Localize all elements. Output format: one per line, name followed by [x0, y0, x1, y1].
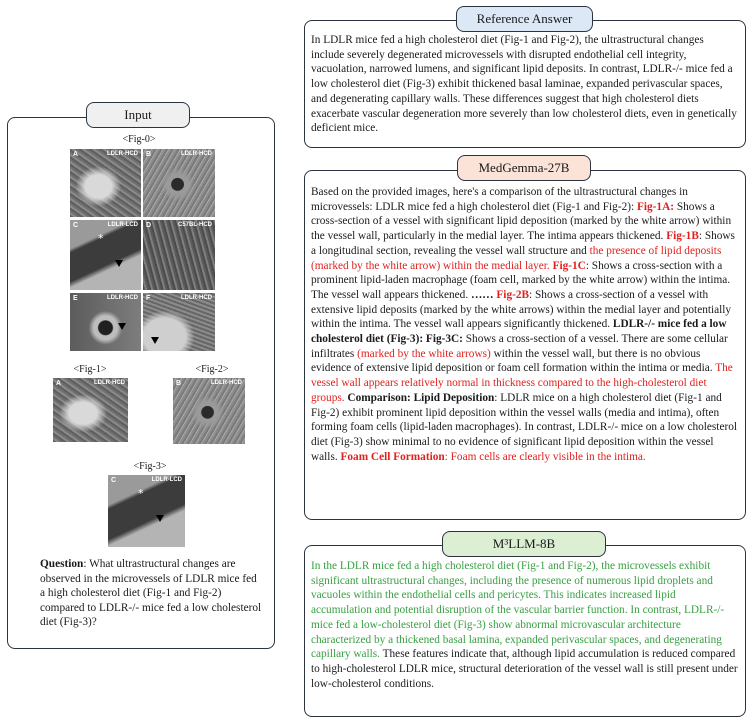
- text-span: : Shows a cross-section with a prominent lipid-laden macrophage (foam cell, marked by the white arrow) within the intima. The vessel wall appears thickened.: [311, 259, 731, 301]
- m3llm-tag: M³LLM-8B: [442, 531, 606, 557]
- text-span: within the vessel wall, but there is no obvious evidence of extensive lipid deposition or foam cell formation within the intima or media.: [311, 347, 716, 375]
- panel-title: LDLR-HCD: [211, 380, 242, 386]
- fig2b-ref: Fig-2B: [496, 288, 530, 301]
- panel-label: A: [73, 151, 79, 158]
- correct-highlight: In the LDLR mice fed a high cholesterol diet (Fig-1 and Fig-2), the microvessels exhibit significant ultrastructural changes, including the presence of numerous lipid droplets and vacuoles within the endothelial cells and pericytes. This indicates increased lipid accumulation and potential disruption of the vascular barrier function. In contrast, LDLR-/- mice fed a low-cholesterol diet (Fig-3) show abnormal microvascular architecture characterized by a thickened basal lamina, expanded perivascular spaces, and degenerating capillary walls.: [311, 560, 725, 661]
- text-span: Based on the provided images, here's a comparison of the ultrastructural changes in microvessels: LDLR mice fed a high cholesterol diet (Fig-1 and Fig-2):: [311, 186, 688, 213]
- panel-title: LDLR-HCD: [107, 295, 138, 301]
- fig1a-ref: Fig-1A:: [636, 200, 674, 213]
- fig1-caption: <Fig-1>: [73, 364, 107, 375]
- panel-label: C: [111, 477, 117, 484]
- reference-tag: Reference Answer: [456, 6, 593, 32]
- arrowhead-icon: [115, 260, 123, 267]
- medgemma-panel: [304, 170, 746, 520]
- panel-title: LDLR-HCD: [94, 380, 125, 386]
- asterisk-marker: *: [98, 232, 104, 245]
- error-highlight: (marked by the white arrows): [357, 347, 491, 360]
- error-highlight: The vessel wall appears relatively normal in thickness compared to the high-cholesterol diet groups.: [311, 362, 733, 404]
- ellipsis: ……: [470, 288, 494, 301]
- panel-label: B: [146, 151, 152, 158]
- panel-label: C: [73, 222, 79, 229]
- m3llm-text: [311, 559, 739, 691]
- panel-label: A: [56, 380, 62, 387]
- panel-label: E: [73, 295, 78, 302]
- panel-label: D: [146, 222, 152, 229]
- text-span: Shows a cross-section of a vessel with significant lipid deposition (marked by the white arrow) within the vessel wall, particularly in the medial layer. The intima appears thickened.: [311, 200, 732, 243]
- question-body: : What ultrastructural changes are observed in the microvessels of LDLR mice fed a high cholesterol diet (Fig-1 and Fig-2) compared to LDLR-/- mice fed a low cholesterol diet (Fig-3)?: [40, 558, 262, 629]
- text-span: : Shows a longitudinal section, revealing the vessel wall structure and: [311, 230, 735, 257]
- fig0-panel-d: [143, 220, 215, 290]
- panel-title: LDLR-HCD: [181, 295, 212, 301]
- reference-panel: [304, 20, 746, 148]
- panel-label: F: [146, 295, 151, 302]
- comparison-heading: Comparison: Lipid Deposition: [347, 391, 495, 404]
- text-span: : Shows a cross-section of a vessel with extensive lipid deposits (marked by the white arrows) within the medial layer and potentially within the intima. The vessel wall appears significantly thickened.: [311, 288, 732, 331]
- fig0-panel-c: [70, 220, 141, 290]
- text-span: These features indicate that, although lipid accumulation is reduced compared to high-cholesterol LDLR mice, structural deterioration of the vessel wall is still present under low-cholesterol conditions.: [311, 648, 738, 690]
- fig1-image: [53, 378, 128, 442]
- panel-label: B: [176, 380, 182, 387]
- error-highlight: the presence of lipid deposits (marked by the white arrow) within the medial layer.: [311, 244, 722, 272]
- arrowhead-icon: [156, 515, 164, 522]
- fig3-caption: <Fig-3>: [133, 461, 167, 472]
- fig3-image: [108, 475, 185, 547]
- medgemma-tag: MedGemma-27B: [457, 155, 591, 181]
- error-highlight: : Foam cells are clearly visible in the intima.: [444, 450, 646, 463]
- reference-text: In LDLR mice fed a high cholesterol diet (Fig-1 and Fig-2), the ultrastructural changes include severely degenerated microvessels with disrupted endothelial cell integrity, vacuolation, narrowed lumens, and significant lipid deposits. In contrast, LDLR-/- mice fed a low cholesterol diet (Fig-3) exhibit thickened basal laminae, expanded perivascular spaces, and degenerating capillary walls. These differences suggest that high cholesterol diets exacerbate vascular degeneration more severely than low cholesterol diets, even in genetically deficient mice.: [311, 34, 737, 135]
- text-span: Shows a cross-section of a vessel. There are some cellular infiltrates: [311, 333, 728, 360]
- fig2-image: [173, 378, 245, 444]
- arrowhead-icon: [151, 337, 159, 344]
- panel-title: LDLR-LCD: [107, 222, 138, 228]
- fig0-panel-b: [143, 149, 215, 217]
- text-span: : LDLR mice on a high cholesterol diet (Fig-1 and Fig-2) exhibit prominent lipid deposition within the vessel walls (media and intima), often forming foam cells (lipid-laden macrophages). In contrast, LDLR-/- mice on a low cholesterol diet (Fig-3) show minimal to no evidence of significant lipid deposition within the vessel walls.: [311, 391, 738, 463]
- panel-title: LDLR-HCD: [181, 151, 212, 157]
- medgemma-text: [311, 185, 739, 464]
- fig2-caption: <Fig-2>: [195, 364, 229, 375]
- fig0-panel-f: [143, 293, 215, 351]
- arrowhead-icon: [118, 323, 126, 330]
- fig0-caption: <Fig-0>: [122, 134, 156, 145]
- panel-title: LDLR-LCD: [151, 477, 182, 483]
- question-text: [40, 557, 262, 630]
- fig1b-ref: Fig-1B: [666, 230, 699, 243]
- input-tag: Input: [86, 102, 190, 128]
- asterisk-marker: *: [138, 487, 144, 500]
- panel-title: LDLR-HCD: [107, 151, 138, 157]
- fig0-panel-e: [70, 293, 141, 351]
- m3llm-panel: [304, 545, 746, 717]
- fig1c-ref: Fig-1C: [552, 259, 586, 272]
- fig0-panel-a: [70, 149, 141, 217]
- question-label: Question: [40, 558, 84, 570]
- panel-title: C57BL-HCD: [177, 222, 212, 228]
- foam-heading: Foam Cell Formation: [340, 450, 445, 463]
- ldlr-low-heading: LDLR-/- mice fed a low cholesterol diet (Fig-3): Fig-3C:: [311, 318, 727, 346]
